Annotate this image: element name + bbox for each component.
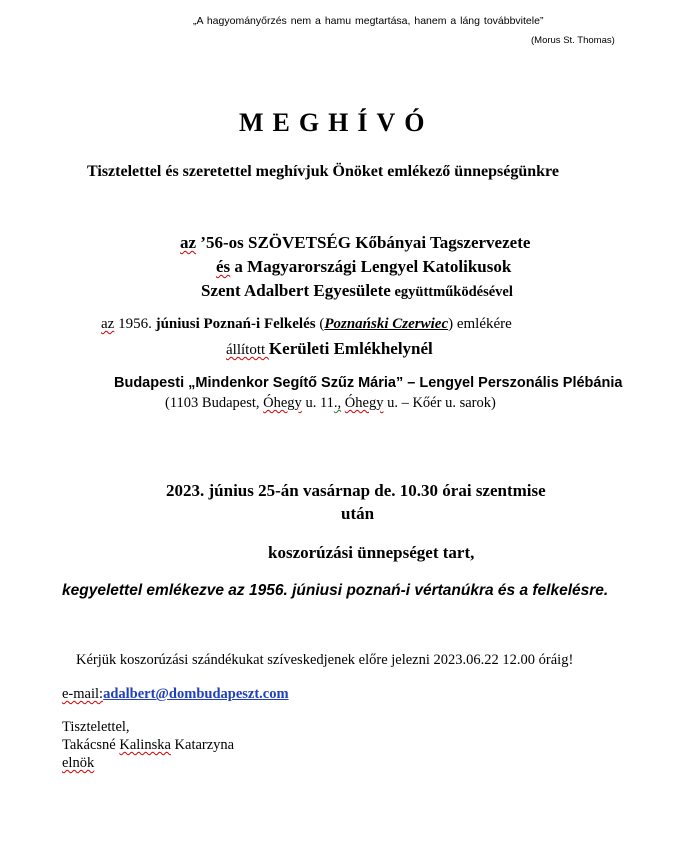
signature-role — [62, 755, 94, 772]
address-street-1: Óhegy — [263, 395, 302, 411]
wreath-ceremony-line: koszorúzási ünnepséget tart, — [268, 543, 475, 562]
organizer-line-2-rest: a Magyarországi Lengyel Katolikusok — [230, 257, 512, 276]
organizer-line-2 — [216, 257, 511, 277]
address-mid: u. 11 — [301, 395, 334, 411]
signature-greeting: Tisztelettel, — [62, 719, 130, 735]
memorial-line-2 — [226, 339, 433, 359]
organizer-line-3-main: Szent Adalbert Egyesülete — [201, 281, 391, 300]
signature-name — [62, 737, 234, 754]
address-end: u. – Kőér u. sarok) — [383, 395, 496, 411]
remembrance-line: kegyelettel emlékezve az 1956. júniusi poznań-i vértanúkra és a felkelésre. — [62, 582, 609, 599]
memorial-line-1-open: ( — [315, 316, 325, 332]
memorial-line-1-year: 1956. — [114, 316, 156, 332]
motto-author: (Morus St. Thomas) — [531, 35, 615, 46]
organizer-line-3 — [201, 281, 513, 301]
contact-email-line — [62, 686, 289, 703]
event-date-line-2: után — [341, 504, 375, 523]
invitation-intro: Tisztelettel és szeretettel meghívjuk Önöket emlékező ünnepségünkre — [87, 163, 559, 180]
address-comma: ., — [333, 395, 342, 411]
memorial-place: Kerületi Emlékhelynél — [268, 339, 433, 358]
signature-name-kalinska: Kalinska — [119, 737, 171, 753]
memorial-line-1-close: ) emlékére — [448, 316, 512, 332]
signature-name-last: Katarzyna — [170, 737, 235, 753]
email-label: e-mail: — [62, 686, 104, 702]
memorial-event-name: júniusi Poznań-i Felkelés — [155, 316, 316, 332]
memorial-polish-name: Poznański Czerwiec — [324, 316, 449, 332]
email-link[interactable]: adalbert@dombudapeszt.com — [103, 686, 289, 702]
organizer-line-3-suffix: együttműködésével — [390, 284, 513, 300]
signature-name-first: Takácsné — [62, 737, 120, 753]
organizer-line-2-prefix: és — [216, 257, 231, 276]
address-street-2: Óhegy — [344, 395, 384, 411]
signature-role-text: elnök — [62, 755, 95, 771]
parish-name: Budapesti „Mindenkor Segítő Szűz Mária” – Lengyel Perszonális Plébánia — [114, 375, 623, 391]
motto-quote: „A hagyományőrzés nem a hamu megtartása, hanem a láng továbbvitele” — [193, 15, 544, 27]
organizer-line-1-rest: ’56-os SZÖVETSÉG Kőbányai Tagszervezete — [196, 233, 531, 252]
organizer-line-1 — [180, 233, 530, 253]
address-start: (1103 Budapest, — [165, 395, 264, 411]
memorial-line-1 — [101, 316, 512, 333]
rsvp-request: Kérjük koszorúzási szándékukat szíveskedjenek előre jelezni 2023.06.22 12.00 óráig! — [76, 652, 574, 668]
memorial-line-2-prefix: állított — [226, 342, 269, 358]
organizer-line-1-prefix: az — [180, 233, 197, 252]
memorial-line-1-prefix: az — [101, 316, 115, 332]
document-title: MEGHÍVÓ — [239, 108, 434, 137]
parish-address — [165, 395, 496, 412]
event-date-line: 2023. június 25-án vasárnap de. 10.30 órai szentmise — [166, 481, 546, 500]
